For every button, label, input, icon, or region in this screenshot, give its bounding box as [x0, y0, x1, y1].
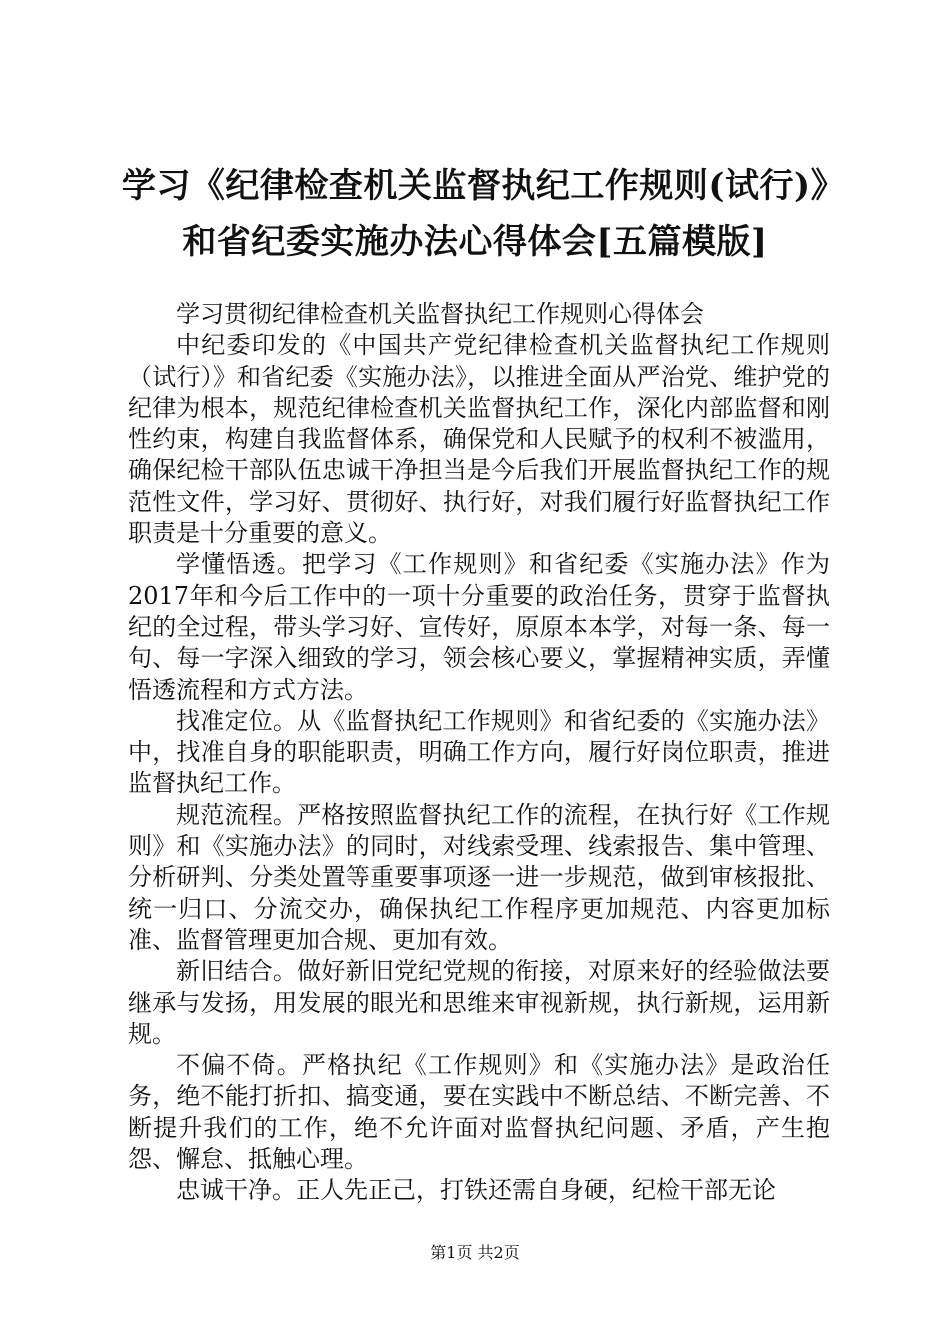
page-number: 第1页 共2页: [430, 1243, 520, 1262]
paragraph-intro: 中纪委印发的《中国共产党纪律检查机关监督执纪工作规则（试行）》和省纪委《实施办法》，以推进全面从严治党、维护党的纪律为根本，规范纪律检查机关监督执纪工作，深化内部监督和刚性约束，构建自我监督体系，确保党和人民赋予的权利不被滥用，确保纪检干部队伍忠诚干净担当是今后我们开展监督执纪工作的规范性文件，学习好、贯彻好、执行好，对我们履行好监督执纪工作职责是十分重要的意义。: [128, 331, 830, 548]
paragraph-old-new: 新旧结合。做好新旧党纪党规的衔接，对原来好的经验做法要继承与发扬，用发展的眼光和思维来审视新规，执行新规，运用新规。: [128, 957, 830, 1048]
paragraph-impartial: 不偏不倚。严格执纪《工作规则》和《实施办法》是政治任务，绝不能打折扣、搞变通，要在实践中不断总结、不断完善、不断提升我们的工作，绝不允许面对监督执纪问题、矛盾，产生抱怨、懈怠、抵触心理。: [128, 1051, 830, 1174]
document-body: [128, 299, 830, 1207]
paragraph-study: 学懂悟透。把学习《工作规则》和省纪委《实施办法》作为2017年和今后工作中的一项十分重要的政治任务，贯穿于监督执纪的全过程，带头学习好、宣传好，原原本本学，对每一条、每一句、每一字深入细致的学习，领会核心要义，掌握精神实质，弄懂悟透流程和方式方法。: [128, 550, 830, 704]
paragraph-loyal: 忠诚干净。正人先正己，打铁还需自身硬，纪检干部无论: [176, 1176, 776, 1205]
document-title: 学习《纪律检查机关监督执纪工作规则(试行)》和省纪委实施办法心得体会[五篇模版]: [121, 166, 829, 262]
paragraph-process: 规范流程。严格按照监督执纪工作的流程，在执行好《工作规则》和《实施办法》的同时，对线索受理、线索报告、集中管理、分析研判、分类处置等重要事项逐一进一步规范，做到审核报批、统一归口、分流交办，确保执纪工作程序更加规范、内容更加标准、监督管理更加合规、更加有效。: [128, 800, 830, 954]
paragraph-subtitle: 学习贯彻纪律检查机关监督执纪工作规则心得体会: [176, 300, 704, 328]
paragraph-positioning: 找准定位。从《监督执纪工作规则》和省纪委的《实施办法》中，找准自身的职能职责，明确工作方向，履行好岗位职责，推进监督执纪工作。: [128, 706, 830, 798]
